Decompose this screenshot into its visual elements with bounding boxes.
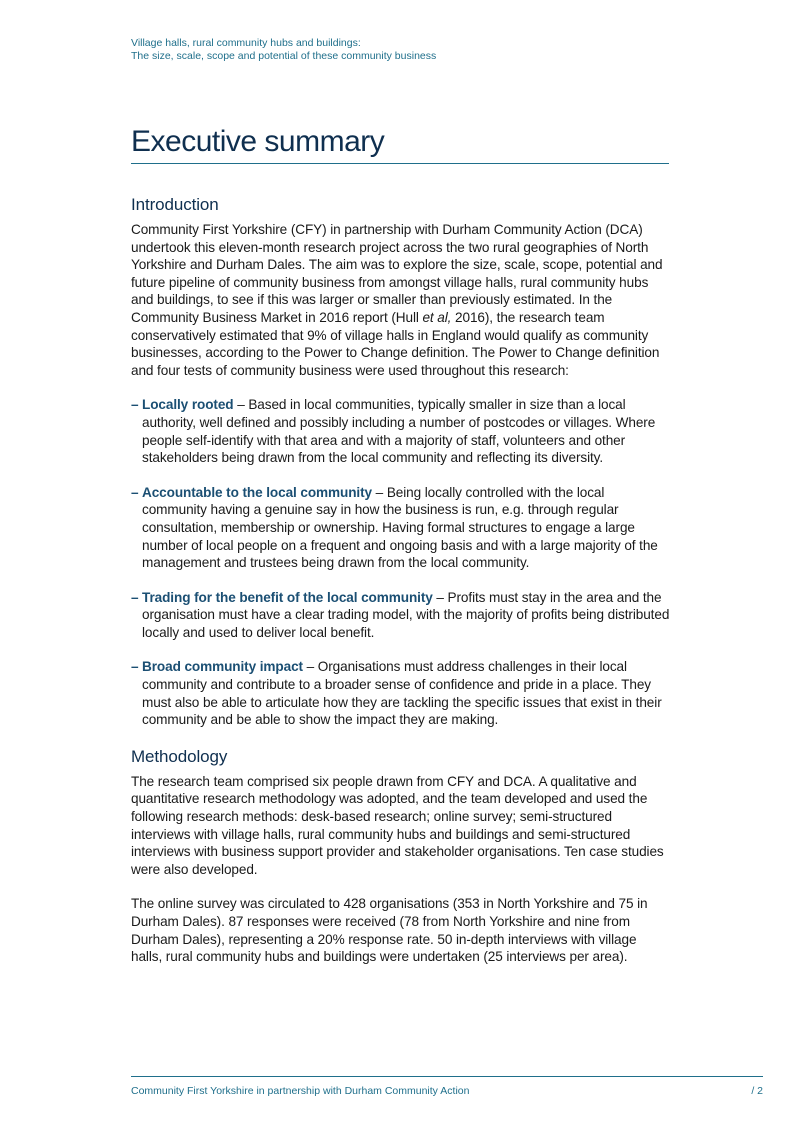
- bullet-term: Broad community impact: [142, 659, 303, 675]
- footer-divider: [131, 1076, 763, 1077]
- bullet-dash: –: [131, 659, 139, 675]
- community-business-tests-list: [131, 396, 671, 729]
- list-item-broad-impact: [131, 658, 671, 728]
- bullet-text: – Profits must stay in the area and the organisation must have a clear trading model, with the majority of profits being distributed locally and used to deliver local benefit.: [142, 589, 670, 640]
- main-content: [131, 194, 671, 983]
- bullet-dash: –: [131, 397, 139, 413]
- introduction-text-part-1: Community First Yorkshire (CFY) in partnership with Durham Community Action (DCA) undertook this eleven-month research project across the two rural geographies of North Yorkshire and Durham Dales. The aim was to explore the size, scale, scope, potential and future pipeline of community business from amongst village halls, rural community hubs and buildings, to see if this was larger or smaller than previously estimated. In the Community Business Market in 2016 report (Hull: [131, 222, 663, 325]
- bullet-term: Trading for the benefit of the local community: [142, 589, 433, 605]
- running-header: [131, 37, 671, 63]
- methodology-paragraph-2: The online survey was circulated to 428 organisations (353 in North Yorkshire and 75 in Durham Dales). 87 responses were received (78 from North Yorkshire and nine from Durham Dales), representing a 20% response rate. 50 in-depth interviews with village halls, rural community hubs and buildings were undertaken (25 interviews per area).: [131, 896, 648, 965]
- section-heading-methodology: Methodology: [131, 746, 228, 766]
- bullet-text: – Organisations must address challenges in their local community and contribute to a broader sense of confidence and pride in a place. They must also be able to articulate how they are tackling the specific issues that exist in their community and be able to show the impact they are making.: [142, 659, 662, 728]
- list-item-locally-rooted: [131, 396, 671, 466]
- bullet-term: Locally rooted: [142, 397, 234, 413]
- bullet-dash: –: [131, 589, 139, 605]
- page-number: / 2: [751, 1085, 763, 1097]
- running-header-line-2: The size, scale, scope and potential of these community business: [131, 50, 437, 62]
- bullet-term: Accountable to the local community: [142, 484, 372, 500]
- introduction-text-part-2: 2016), the research team conservatively estimated that 9% of village halls in England would qualify as community businesses, according to the Power to Change definition. The Power to Change definition and four tests of community business were used throughout this research:: [131, 309, 660, 378]
- bullet-text: – Being locally controlled with the local community having a genuine say in how the business is run, e.g. through regular consultation, membership or ownership. Having formal structures to engage a large number of local people on a frequent and ongoing basis and with a large majority of the management and trustees being drawn from the local community.: [142, 484, 658, 571]
- list-item-trading: [131, 589, 671, 642]
- methodology-paragraph-1: The research team comprised six people drawn from CFY and DCA. A qualitative and quantitative research methodology was adopted, and the team developed and used the following research methods: desk-based research; online survey; semi-structured interviews with village halls, rural community hubs and buildings and semi-structured interviews with business support provider and stakeholder organisations. Ten case studies were also developed.: [131, 773, 664, 877]
- list-item-accountable: [131, 484, 671, 572]
- section-heading-introduction: Introduction: [131, 195, 219, 214]
- introduction-paragraph: [131, 221, 671, 379]
- bullet-dash: –: [131, 484, 139, 500]
- page-title: Executive summary: [131, 125, 385, 158]
- running-header-line-1: Village halls, rural community hubs and buildings:: [131, 37, 361, 49]
- title-divider: [131, 163, 669, 164]
- bullet-text: – Based in local communities, typically smaller in size than a local authority, well defined and possibly including a number of postcodes or villages. Where people self-identify with that area and with a majority of staff, volunteers and other stakeholders being drawn from the local community and reflecting its diversity.: [142, 397, 656, 466]
- introduction-citation-italic: et al,: [422, 309, 452, 325]
- footer-text: Community First Yorkshire in partnership with Durham Community Action: [131, 1085, 470, 1097]
